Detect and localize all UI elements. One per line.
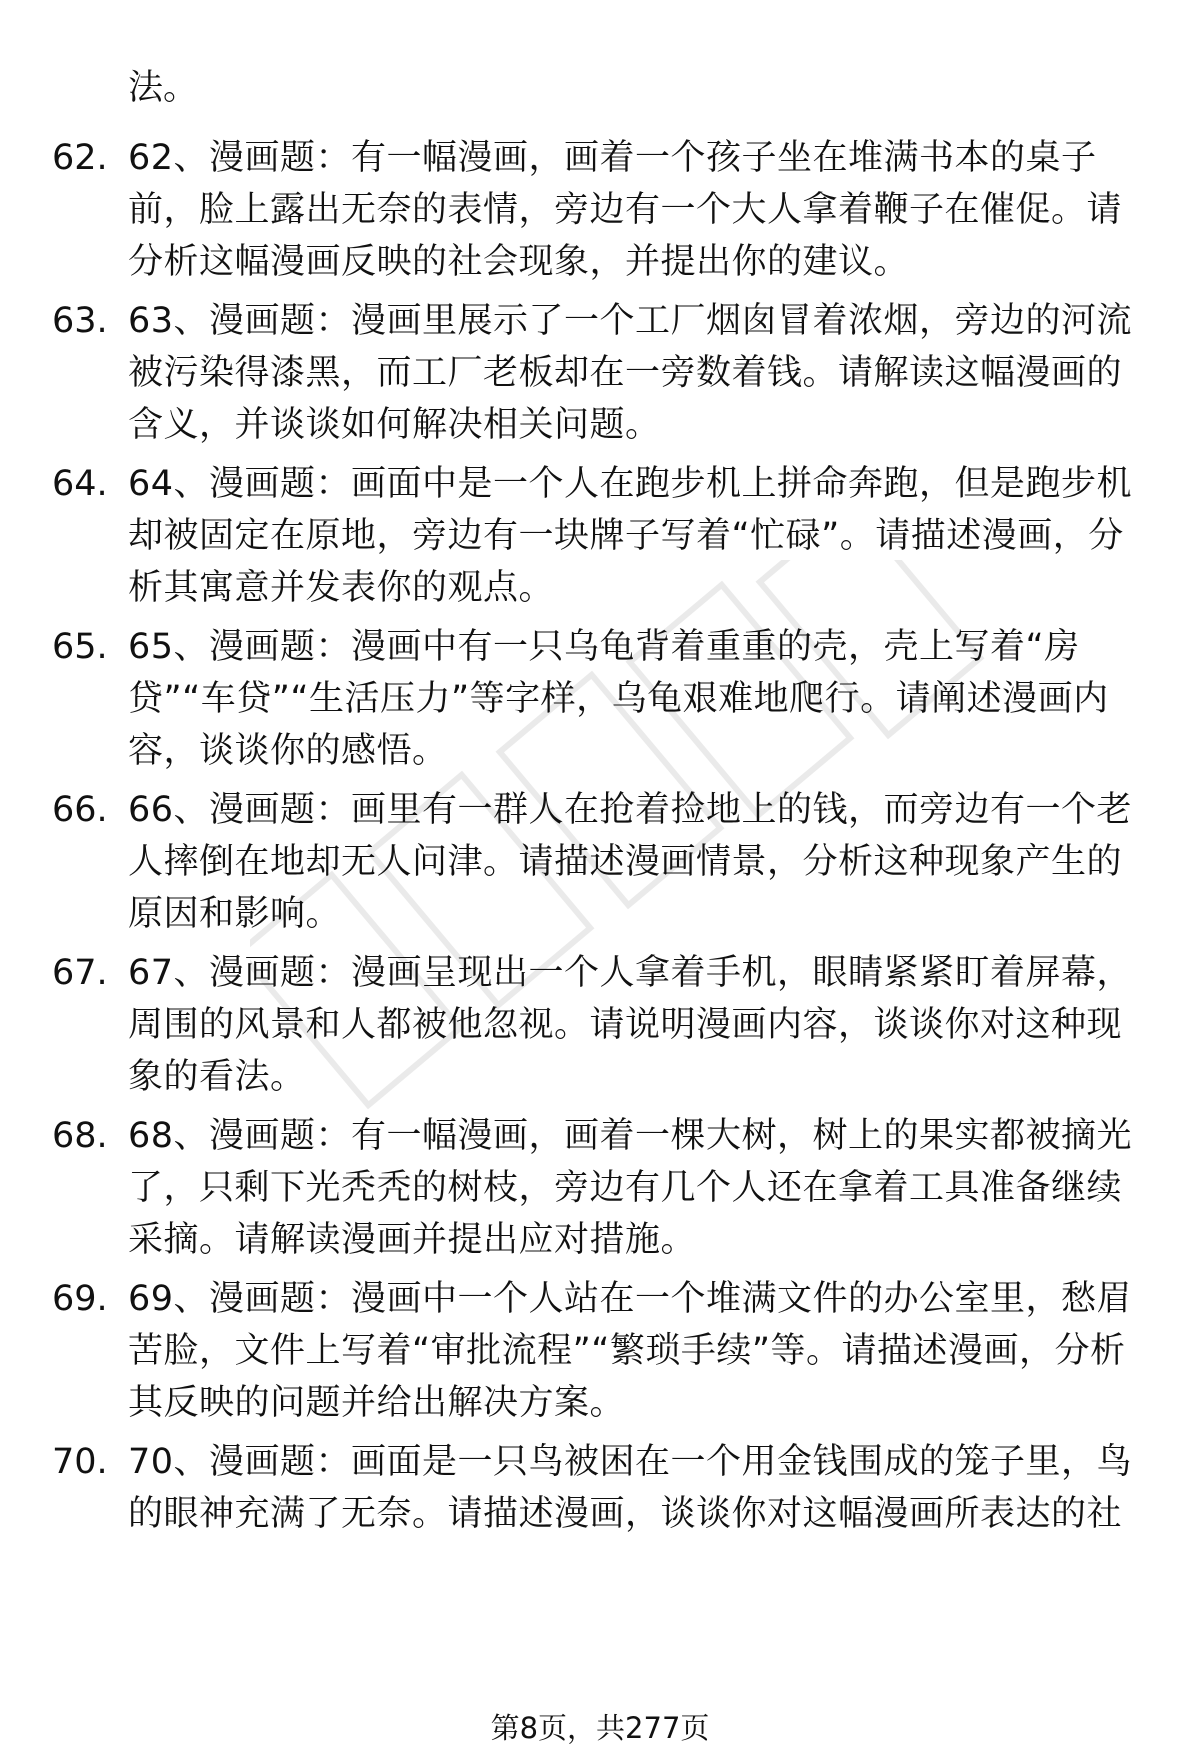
question-number: 67. [52, 953, 108, 993]
question-number: 62. [52, 138, 108, 178]
question-text: 67、漫画题：漫画呈现出一个人拿着手机，眼睛紧紧盯着屏幕，周围的风景和人都被他忽视。请说明漫画内容，谈谈你对这种现象的看法。 [128, 953, 1133, 1097]
question-text: 65、漫画题：漫画中有一只乌龟背着重重的壳，壳上写着“房贷”“车贷”“生活压力”等字样，乌龟艰难地爬行。请阐述漫画内容，谈谈你的感悟。 [128, 627, 1109, 771]
question-text: 64、漫画题：画面中是一个人在跑步机上拼命奔跑，但是跑步机却被固定在原地，旁边有一块牌子写着“忙碌”。请描述漫画，分析其寓意并发表你的观点。 [128, 464, 1133, 608]
question-number: 65. [52, 627, 108, 667]
question-number: 68. [52, 1116, 108, 1156]
question-text: 63、漫画题：漫画里展示了一个工厂烟囱冒着浓烟，旁边的河流被污染得漆黑，而工厂老板却在一旁数着钱。请解读这幅漫画的含义，并谈谈如何解决相关问题。 [128, 301, 1133, 445]
question-text: 69、漫画题：漫画中一个人站在一个堆满文件的办公室里，愁眉苦脸，文件上写着“审批流程”“繁琐手续”等。请描述漫画，分析其反映的问题并给出解决方案。 [128, 1279, 1133, 1423]
question-text: 68、漫画题：有一幅漫画，画着一棵大树，树上的果实都被摘光了，只剩下光秃秃的树枝，旁边有几个人还在拿着工具准备继续采摘。请解读漫画并提出应对措施。 [128, 1116, 1133, 1260]
question-text: 70、漫画题：画面是一只鸟被困在一个用金钱围成的笼子里，鸟的眼神充满了无奈。请描述漫画，谈谈你对这幅漫画所表达的社 [128, 1442, 1133, 1534]
question-number: 66. [52, 790, 108, 830]
question-text: 62、漫画题：有一幅漫画，画着一个孩子坐在堆满书本的桌子前，脸上露出无奈的表情，旁边有一个大人拿着鞭子在催促。请分析这幅漫画反映的社会现象，并提出你的建议。 [128, 138, 1123, 282]
page-footer: 第8页，共277页 [490, 1711, 710, 1745]
question-number: 69. [52, 1279, 108, 1319]
question-number: 70. [52, 1442, 108, 1482]
question-number: 63. [52, 301, 108, 341]
question-number: 64. [52, 464, 108, 504]
question-text: 66、漫画题：画里有一群人在抢着捡地上的钱，而旁边有一个老人摔倒在地却无人问津。请描述漫画情景，分析这种现象产生的原因和影响。 [128, 790, 1133, 934]
continuation-text: 法。 [128, 68, 199, 108]
